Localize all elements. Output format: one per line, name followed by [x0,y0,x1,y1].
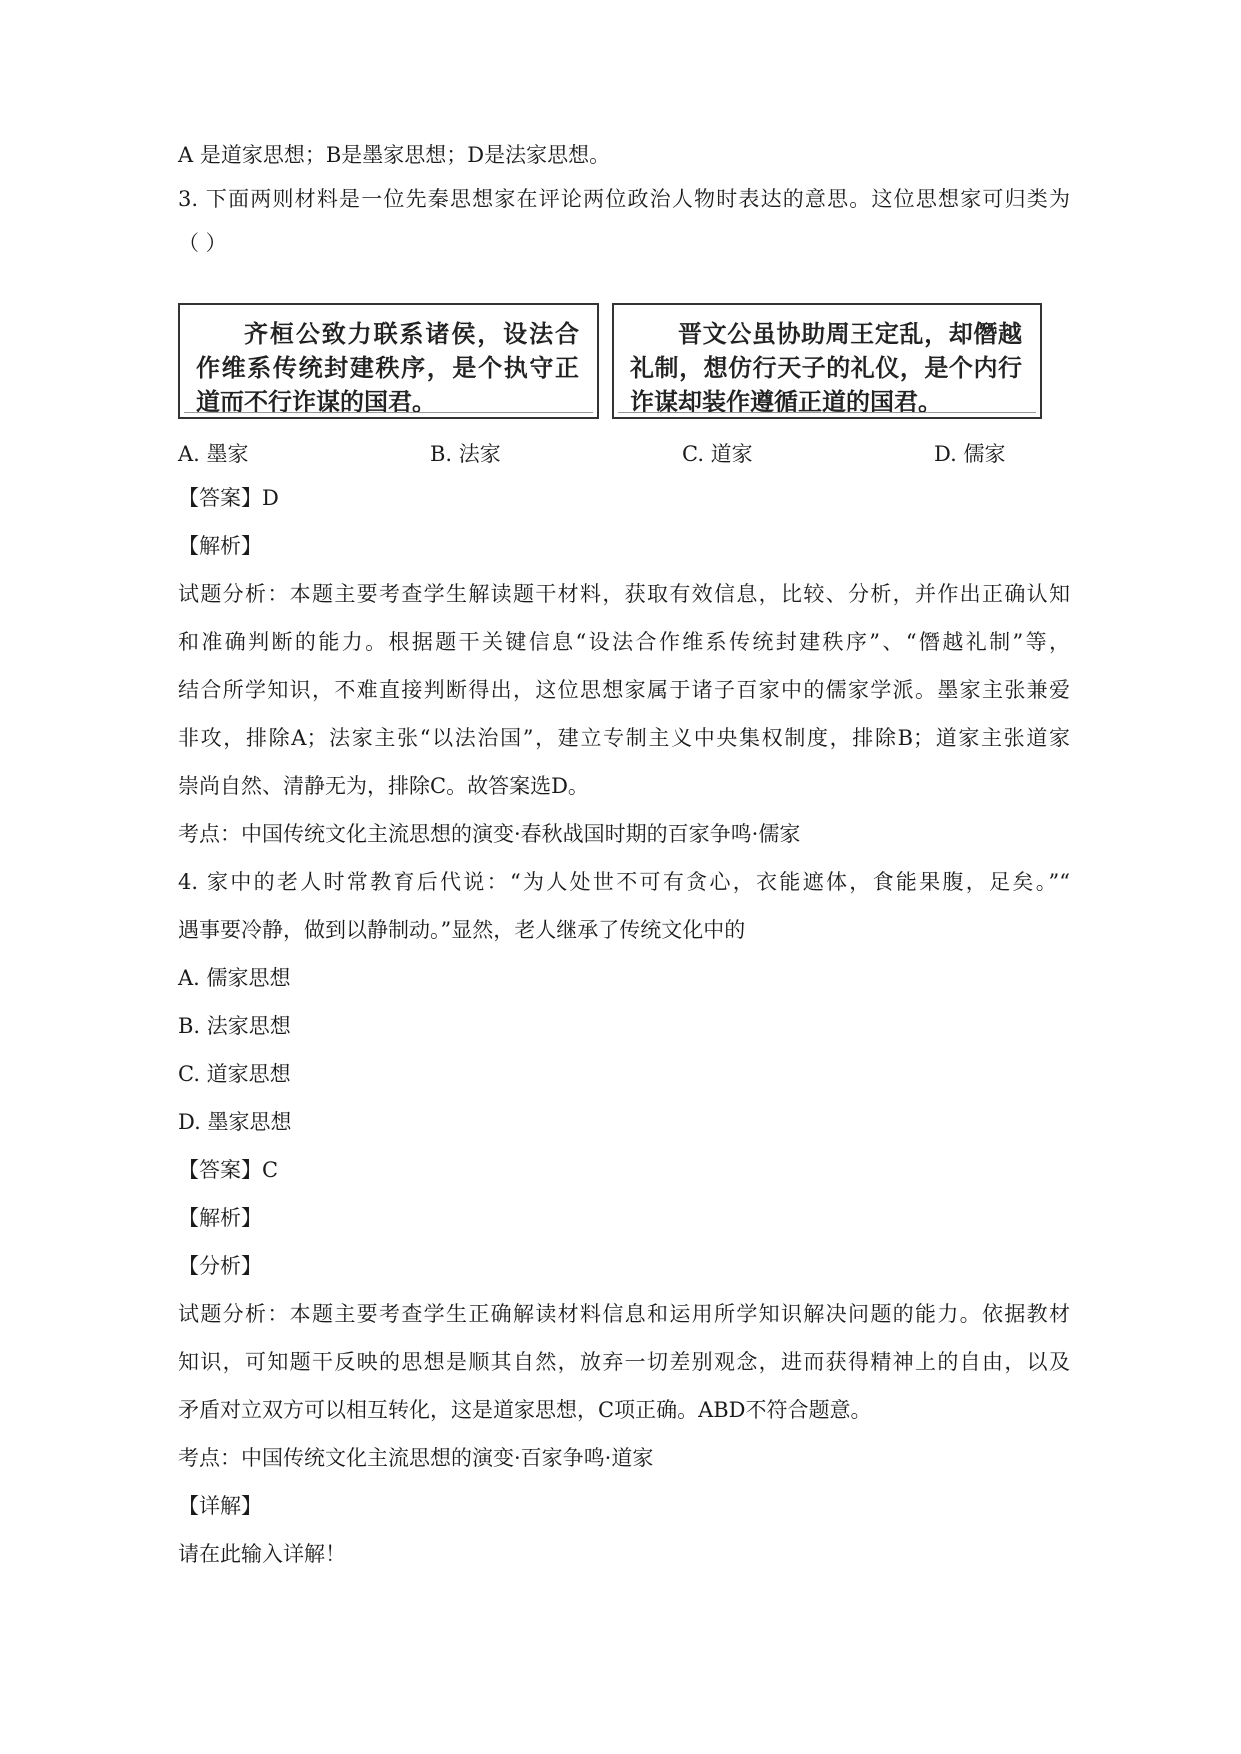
question-3-stem: 3. 下面两则材料是一位先秦思想家在评论两位政治人物时表达的意思。这位思想家可归类为 [178,187,1070,211]
q4-analysis-line: 矛盾对立双方可以相互转化，这是道家思想，C项正确。ABD不符合题意。 [178,1398,872,1422]
box-inner-line [618,412,1036,413]
q4-xiangjie-heading: 【详解】 [178,1494,262,1518]
material-text-1: 齐桓公致力联系诸侯，设法合作维系传统封建秩序，是个执守正道而不行诈谋的国君。 [196,320,579,416]
q4-option-a: A. 儒家思想 [178,966,291,990]
material-text-2: 晋文公虽协助周王定乱，却僭越礼制，想仿行天子的礼仪，是个内行诈谋却装作遵循正道的国君。 [630,320,1022,416]
q4-kaodian: 考点：中国传统文化主流思想的演变·百家争鸣·道家 [178,1446,654,1470]
q4-answer: 【答案】C [178,1158,279,1182]
material-box-1 [178,303,599,419]
q3-analysis-line: 和准确判断的能力。根据题干关键信息“设法合作维系传统封建秩序”、“僭越礼制”等， [178,630,1070,654]
q4-option-d: D. 墨家思想 [178,1110,292,1134]
q3-jiexi-heading: 【解析】 [178,534,262,558]
q3-option-a: A. 墨家 [178,442,249,466]
q4-analysis-line: 知识，可知题干反映的思想是顺其自然，放弃一切差别观念，进而获得精神上的自由，以及 [178,1350,1070,1374]
q3-analysis-line: 试题分析：本题主要考查学生解读题干材料，获取有效信息，比较、分析，并作出正确认知 [178,582,1070,606]
question-4-stem: 4. 家中的老人时常教育后代说：“为人处世不可有贪心，衣能遮体，食能果腹，足矣。”“ [178,870,1070,894]
q3-analysis-line: 非攻，排除A；法家主张“以法治国”，建立专制主义中央集权制度，排除B；道家主张道家 [178,726,1070,750]
q3-answer: 【答案】D [178,486,279,510]
q3-kaodian: 考点：中国传统文化主流思想的演变·春秋战国时期的百家争鸣·儒家 [178,822,801,846]
answer-note-line: A 是道家思想；B是墨家思想；D是法家思想。 [178,143,611,167]
material-box-2 [612,303,1042,419]
question-3-paren: （ ） [178,231,227,255]
q3-option-d: D. 儒家 [934,442,1006,466]
q3-option-b: B. 法家 [430,442,501,466]
q4-jiexi-heading: 【解析】 [178,1206,262,1230]
q4-option-b: B. 法家思想 [178,1014,291,1038]
q3-analysis-line: 崇尚自然、清静无为，排除C。故答案选D。 [178,774,589,798]
q4-detail-placeholder: 请在此输入详解！ [178,1542,346,1566]
q4-option-c: C. 道家思想 [178,1062,291,1086]
q4-analysis-line: 试题分析：本题主要考查学生正确解读材料信息和运用所学知识解决问题的能力。依据教材 [178,1302,1070,1326]
q3-option-c: C. 道家 [682,442,753,466]
box-inner-line [184,412,593,413]
q3-analysis-line: 结合所学知识，不难直接判断得出，这位思想家属于诸子百家中的儒家学派。墨家主张兼爱 [178,678,1070,702]
question-4-stem-cont: 遇事要冷静，做到以静制动。”显然，老人继承了传统文化中的 [178,918,746,942]
q4-fenxi-heading: 【分析】 [178,1254,262,1278]
